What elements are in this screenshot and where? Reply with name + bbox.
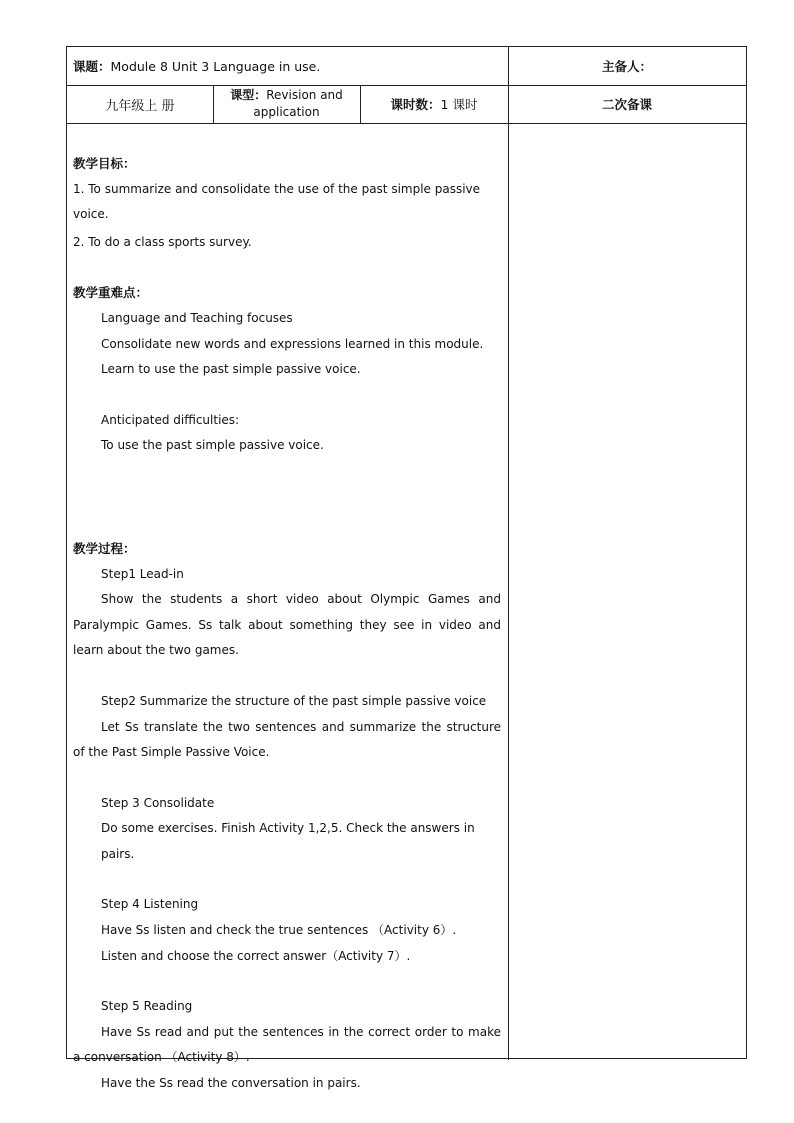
step-title: Step 4 Listening	[101, 897, 199, 912]
type-cell	[213, 85, 360, 123]
grade-cell: 九年级上 册	[105, 98, 175, 114]
hours-cell	[360, 85, 508, 123]
focus-line: Learn to use the past simple passive voice.	[101, 362, 361, 377]
difficulty-title: Anticipated difficulties:	[101, 412, 240, 427]
focus-title: Language and Teaching focuses	[101, 310, 293, 325]
step-text: Do some exercises. Finish Activity 1,2,5. Check the answers in pairs.	[101, 821, 475, 861]
second-prep-label: 二次备课	[601, 97, 652, 112]
step-text: Have the Ss read the conversation in pairs.	[101, 1076, 361, 1091]
lesson-plan-table	[66, 46, 747, 1091]
step-title: Step1 Lead-in	[101, 566, 184, 581]
step-title: Step 5 Reading	[101, 999, 193, 1014]
topic-label: 课题：	[73, 59, 111, 74]
row-divider	[67, 123, 746, 124]
step-text: Have Ss read and put the sentences in the correct order to make a conversation （Activity 8）.	[73, 1024, 501, 1065]
step-text: Listen and choose the correct answer（Activity 7）.	[101, 948, 411, 963]
objective-item: 1. To summarize and consolidate the use of the past simple passive voice.	[73, 181, 481, 222]
column-divider	[508, 47, 509, 1060]
step-text: Let Ss translate the two sentences and summarize the structure of the Past Simple Passive Voice.	[73, 719, 501, 760]
step-title: Step2 Summarize the structure of the past simple passive voice	[101, 693, 487, 708]
key-points-heading: 教学重难点：	[73, 285, 149, 301]
hours-value: 1 课时	[440, 97, 478, 112]
type-label: 课型：	[230, 88, 267, 102]
topic-cell	[73, 47, 503, 85]
process-heading: 教学过程：	[73, 540, 136, 556]
step-text: Show the students a short video about Olympic Games and Paralympic Games. Ss talk about something they see in video and learn about the two games.	[73, 592, 501, 658]
step-text: Have Ss listen and check the true sentences （Activity 6）.	[101, 923, 457, 938]
difficulty-line: To use the past simple passive voice.	[101, 438, 324, 453]
type-value: Revision and application	[253, 88, 343, 119]
step-title: Step 3 Consolidate	[101, 795, 215, 810]
focus-line: Consolidate new words and expressions learned in this module.	[101, 336, 484, 351]
preparer-label: 主备人：	[601, 59, 652, 74]
lesson-body	[73, 151, 501, 1097]
objectives-heading: 教学目标：	[73, 156, 136, 171]
objective-item: 2. To do a class sports survey.	[73, 234, 252, 249]
hours-label: 课时数：	[390, 97, 441, 112]
topic-value: Module 8 Unit 3 Language in use.	[110, 58, 321, 74]
